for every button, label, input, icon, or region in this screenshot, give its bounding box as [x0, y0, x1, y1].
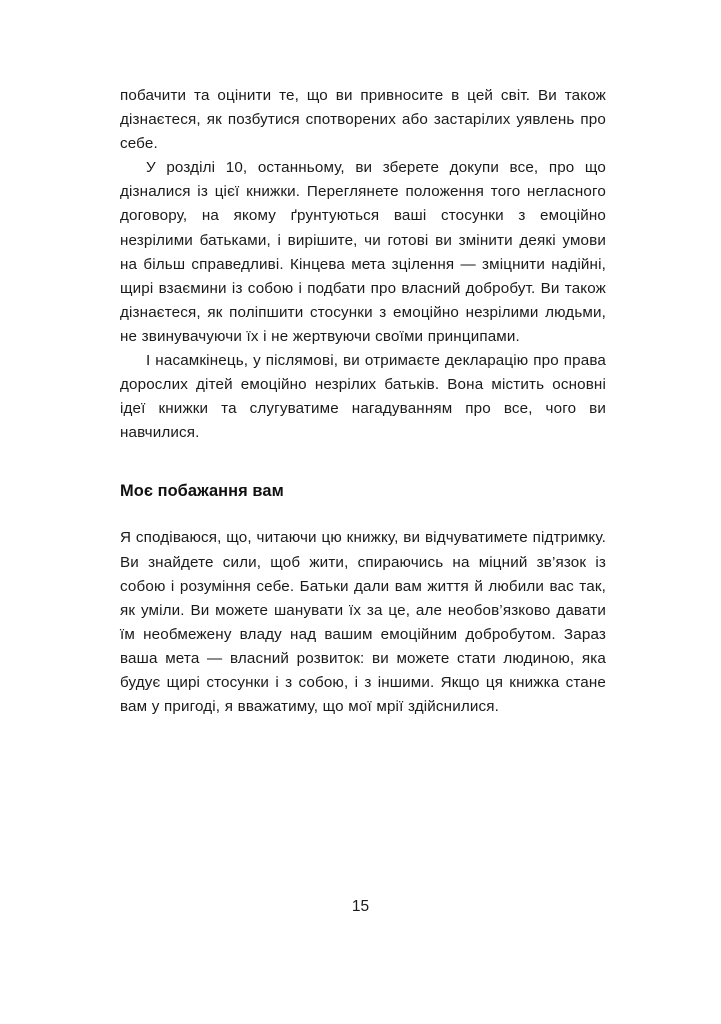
paragraph-continued: побачити та оцінити те, що ви привносите в цей світ. Ви також дізнаєтеся, як позбутися спотворених або застарілих уявлень про себе.	[120, 87, 606, 153]
page-number: 15	[351, 898, 370, 915]
paragraph-afterword: І насамкінець, у післямові, ви отримаєте декларацію про права дорослих дітей емоційно незрілих батьків. Вона містить основні ідеї книжки та слугуватиме нагадуванням про все, чого ви навчилися.	[120, 352, 606, 442]
page-text-block	[120, 84, 606, 719]
section-heading: Моє побажання вам	[120, 482, 284, 501]
heading-spacer-bottom	[120, 503, 606, 526]
heading-spacer-top	[120, 445, 606, 479]
paragraph-chapter-ten: У розділі 10, останньому, ви зберете докупи все, про що дізналися із цієї книжки. Переглянете положення того негласного договору, на якому ґрунтуються ваші стосунки з емоційно незрілими батьками, і вирішите, чи готові ви змінити деякі умови на більш справедливі. Кінцева мета зцілення — зміцнити надійні, щирі взаємини із собою і подбати про власний добробут. Ви також дізнаєтеся, як поліпшити стосунки з емоційно незрілими людьми, не звинувачуючи їх і не жертвуючи своїми принципами.	[120, 159, 606, 345]
paragraph-my-wish: Я сподіваюся, що, читаючи цю книжку, ви відчуватимете підтримку. Ви знайдете сили, щоб жити, спираючись на міцний зв’язок із собою і розуміння себе. Батьки дали вам життя й любили вас так, як уміли. Ви можете шанувати їх за це, але необов’язково давати їм необмежену владу над вашим емоційним добробутом. Зараз ваша мета — власний розвиток: ви можете стати людиною, яка будує щирі стосунки і з собою, і з іншими. Якщо ця книжка стане вам у пригоді, я вважатиму, що мої мрії здійснилися.	[120, 529, 606, 716]
